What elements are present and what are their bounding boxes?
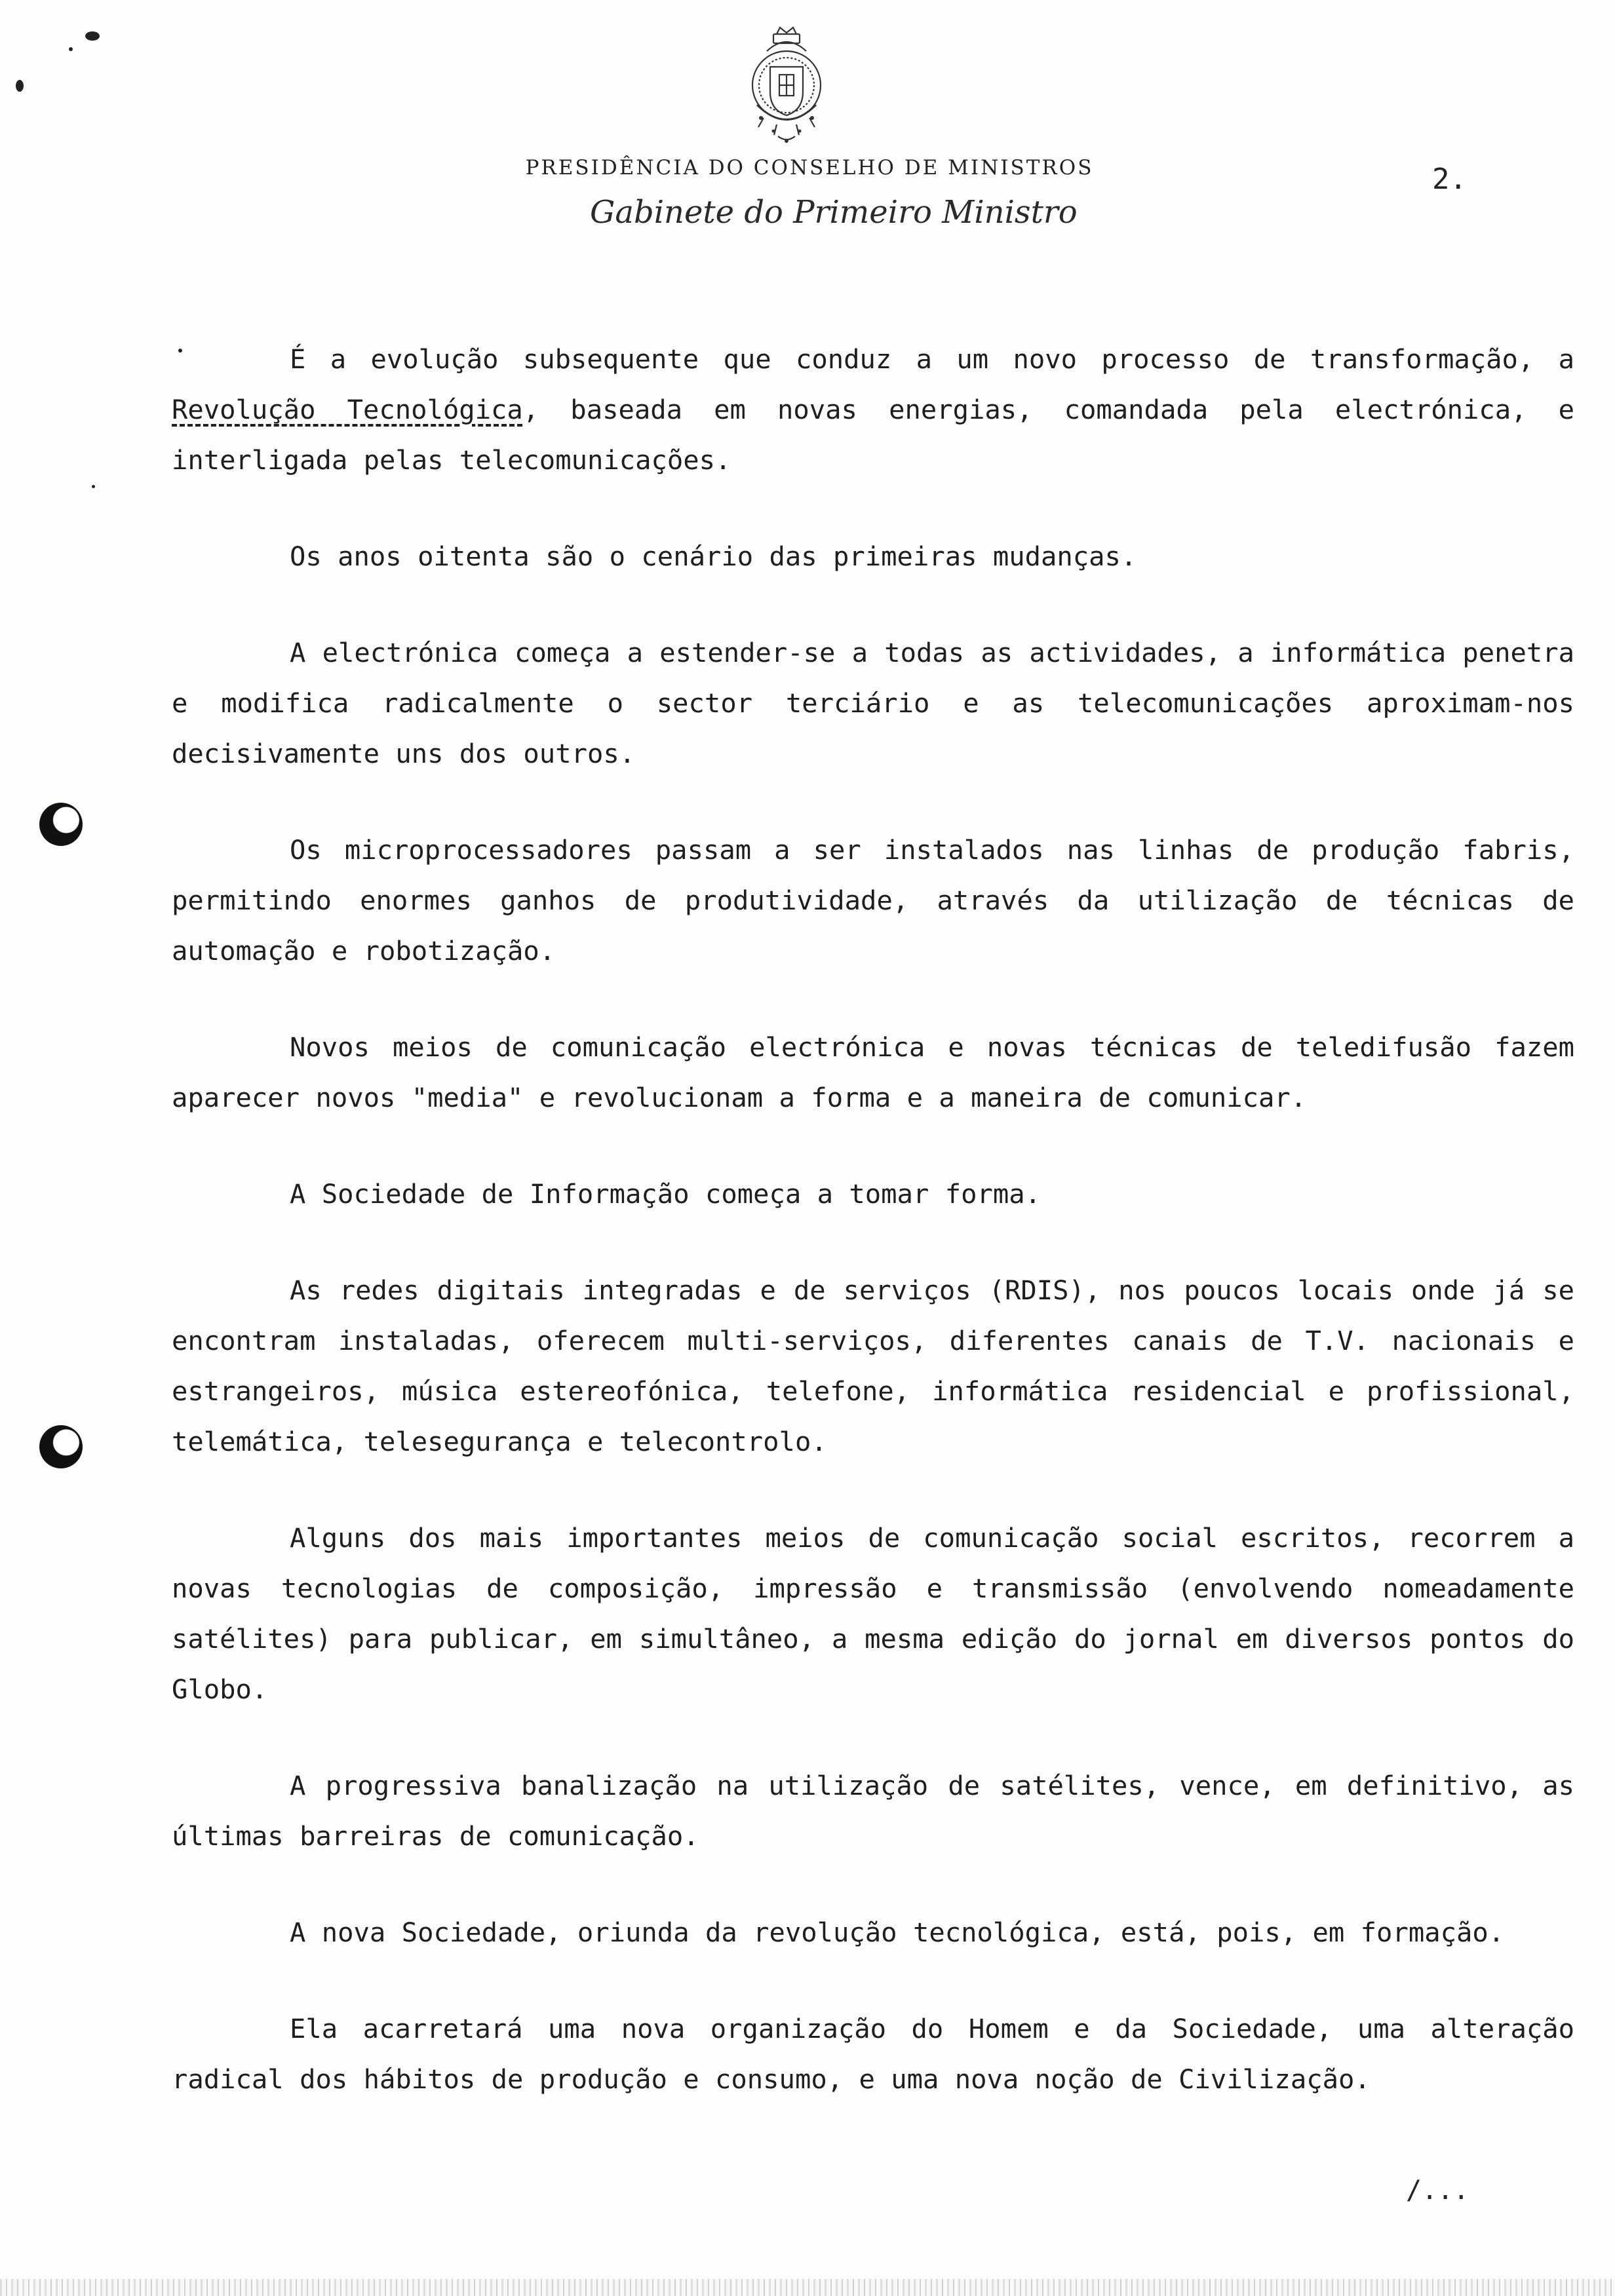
coat-of-arms-icon: [737, 20, 836, 147]
paragraph-1: [172, 334, 1574, 486]
office-heading: PRESIDÊNCIA DO CONSELHO DE MINISTROS: [525, 156, 1094, 180]
paragraph-10: A nova Sociedade, oriunda da revolução tecnológica, está, pois, em formação.: [290, 1917, 1505, 1948]
cabinet-signature: Gabinete do Primeiro Ministro: [590, 194, 1078, 231]
paragraph-4: Os microprocessadores passam a ser instalados nas linhas de produção fabris, permitindo enormes ganhos de produtividade, através da utilização de técnicas de automação e robotização.: [172, 834, 1574, 966]
continuation-mark: /...: [1406, 2175, 1469, 2206]
paragraph-3: A electrónica começa a estender-se a todas as actividades, a informática penetra e modifica radicalmente o sector terciário e as telecomunicações aproximam-nos decisivamente uns dos outros.: [172, 637, 1574, 769]
paragraph-1-before: É a evolução subsequente que conduz a um novo processo de transformação, a: [290, 343, 1574, 375]
punch-hole-bottom: [39, 1425, 83, 1468]
paragraph-2: Os anos oitenta são o cenário das primeiras mudanças.: [290, 541, 1137, 572]
paragraph-7: As redes digitais integradas e de serviços (RDIS), nos poucos locais onde já se encontram instaladas, oferecem multi-serviços, diferentes canais de T.V. nacionais e estrangeiros, música estereofónica, telefone, informática residencial e profissional, telemática, telesegurança e telecontrolo.: [172, 1274, 1574, 1457]
paragraph-5: Novos meios de comunicação electrónica e novas técnicas de teledifusão fazem aparecer novos "media" e revolucionam a forma e a maneira de comunicar.: [172, 1031, 1574, 1113]
scan-speck: [85, 31, 100, 41]
paragraph-6: A Sociedade de Informação começa a tomar forma.: [290, 1178, 1041, 1210]
underlined-term: Revolução Tecnológica: [172, 394, 523, 425]
paragraph-11: Ela acarretará uma nova organização do Homem e da Sociedade, uma alteração radical dos hábitos de produção e consumo, e uma nova noção de Civilização.: [172, 2013, 1574, 2095]
punch-hole-top: [39, 803, 83, 846]
scan-edge-noise: [0, 2279, 1615, 2296]
paragraph-1-after: , baseada em novas energias, comandada pela electrónica, e interligada pelas telecomunicações.: [172, 394, 1575, 476]
document-body: [172, 334, 1574, 2151]
scan-speck: [16, 80, 24, 92]
scan-speck: [178, 349, 182, 353]
page-number: 2.: [1432, 163, 1467, 196]
scan-speck: [92, 485, 95, 488]
paragraph-9: A progressiva banalização na utilização de satélites, vence, em definitivo, as últimas barreiras de comunicação.: [172, 1770, 1574, 1852]
scan-speck: [69, 47, 73, 51]
paragraph-8: Alguns dos mais importantes meios de comunicação social escritos, recorrem a novas tecnologias de composição, impressão e transmissão (envolvendo nomeadamente satélites) para publicar, em simultâneo, a mesma edição do jornal em diversos pontos do Globo.: [172, 1522, 1574, 1705]
